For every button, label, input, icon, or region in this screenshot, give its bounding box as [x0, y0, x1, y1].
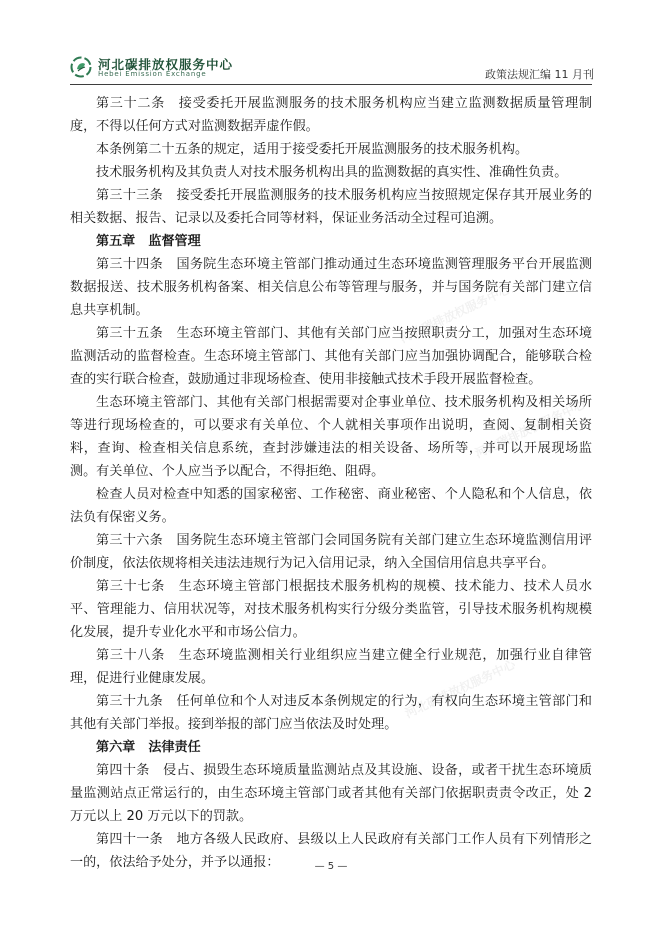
article-32: 第三十二条 接受委托开展监测服务的技术服务机构应当建立监测数据质量管理制度，不得以任何方式对监测数据弄虚作假。: [70, 96, 592, 134]
journal-title: 政策法规汇编 11 月刊: [485, 68, 594, 81]
document-body: [70, 92, 592, 874]
leaf-ring-logo-icon: [70, 56, 92, 78]
article-36: 第三十六条 国务院生态环境主管部门会同国务院有关部门建立生态环境监测信用评价制度，依法依规将相关违法违规行为记入信用记录，纳入全国信用信息共享平台。: [70, 533, 592, 571]
article-35-clause-2: 生态环境主管部门、其他有关部门根据需要对企事业单位、技术服务机构及相关场所等进行现场检查的，可以要求有关单位、个人就相关事项作出说明，查阅、复制相关资料，查询、检查相关信息系统，查封涉嫌违法的相关设备、场所等，并可以开展现场监测。有关单位、个人应当予以配合，不得拒绝、阻碍。: [70, 395, 592, 479]
article-35-clause-3: 检查人员对检查中知悉的国家秘密、工作秘密、商业秘密、个人隐私和个人信息，依法负有保密义务。: [70, 487, 592, 525]
article-37: 第三十七条 生态环境主管部门根据技术服务机构的规模、技术能力、技术人员水平、管理能力、信用状况等，对技术服务机构实行分级分类监管，引导技术服务机构规模化发展，提升专业化水平和市场公信力。: [70, 579, 592, 640]
page-header: [0, 0, 662, 84]
article-39: 第三十九条 任何单位和个人对违反本条例规定的行为，有权向生态环境主管部门和其他有关部门举报。接到举报的部门应当依法及时处理。: [70, 694, 592, 732]
article-35: 第三十五条 生态环境主管部门、其他有关部门应当按照职责分工，加强对生态环境监测活动的监督检查。生态环境主管部门、其他有关部门应当加强协调配合，能够联合检查的实行联合检查，鼓励通过非现场检查、使用非接触式技术手段开展监督检查。: [70, 326, 592, 387]
article-38: 第三十八条 生态环境监测相关行业组织应当建立健全行业规范，加强行业自律管理，促进行业健康发展。: [70, 648, 592, 686]
chapter-5-heading: 第五章 监督管理: [96, 234, 201, 249]
article-34: 第三十四条 国务院生态环境主管部门推动通过生态环境监测管理服务平台开展监测数据报送、技术服务机构备案、相关信息公布等管理与服务，并与国务院有关部门建立信息共享机制。: [70, 257, 592, 318]
article-32-clause-2: 本条例第二十五条的规定，适用于接受委托开展监测服务的技术服务机构。: [96, 142, 529, 157]
article-41: 第四十一条 地方各级人民政府、县级以上人民政府有关部门工作人员有下列情形之一的，依法给予处分，并予以通报：: [70, 832, 592, 870]
chapter-6-heading: 第六章 法律责任: [96, 740, 201, 755]
article-32-clause-3: 技术服务机构及其负责人对技术服务机构出具的监测数据的真实性、准确性负责。: [96, 165, 568, 180]
brand-name-cn: 河北碳排放权服务中心: [98, 57, 234, 72]
brand-name-en: Hebei Emission Exchange: [98, 70, 207, 78]
article-40: 第四十条 侵占、损毁生态环境质量监测站点及其设施、设备，或者干扰生态环境质量监测站点正常运行的，由生态环境主管部门或者其他有关部门依据职责责令改正，处 2 万元以上 20 万元以下的罚款。: [70, 763, 592, 824]
header-divider: [70, 84, 592, 85]
watermark: 河北碳排放权服务中心: [397, 282, 513, 346]
article-33: 第三十三条 接受委托开展监测服务的技术服务机构应当按照规定保存其开展业务的相关数据、报告、记录以及委托合同等材料，保证业务活动全过程可追溯。: [70, 188, 592, 226]
watermark: 河北碳排放权服务中心: [472, 397, 588, 461]
page-number: — 5 —: [314, 861, 348, 872]
watermark: 河北碳排放权服务中心: [402, 657, 518, 721]
